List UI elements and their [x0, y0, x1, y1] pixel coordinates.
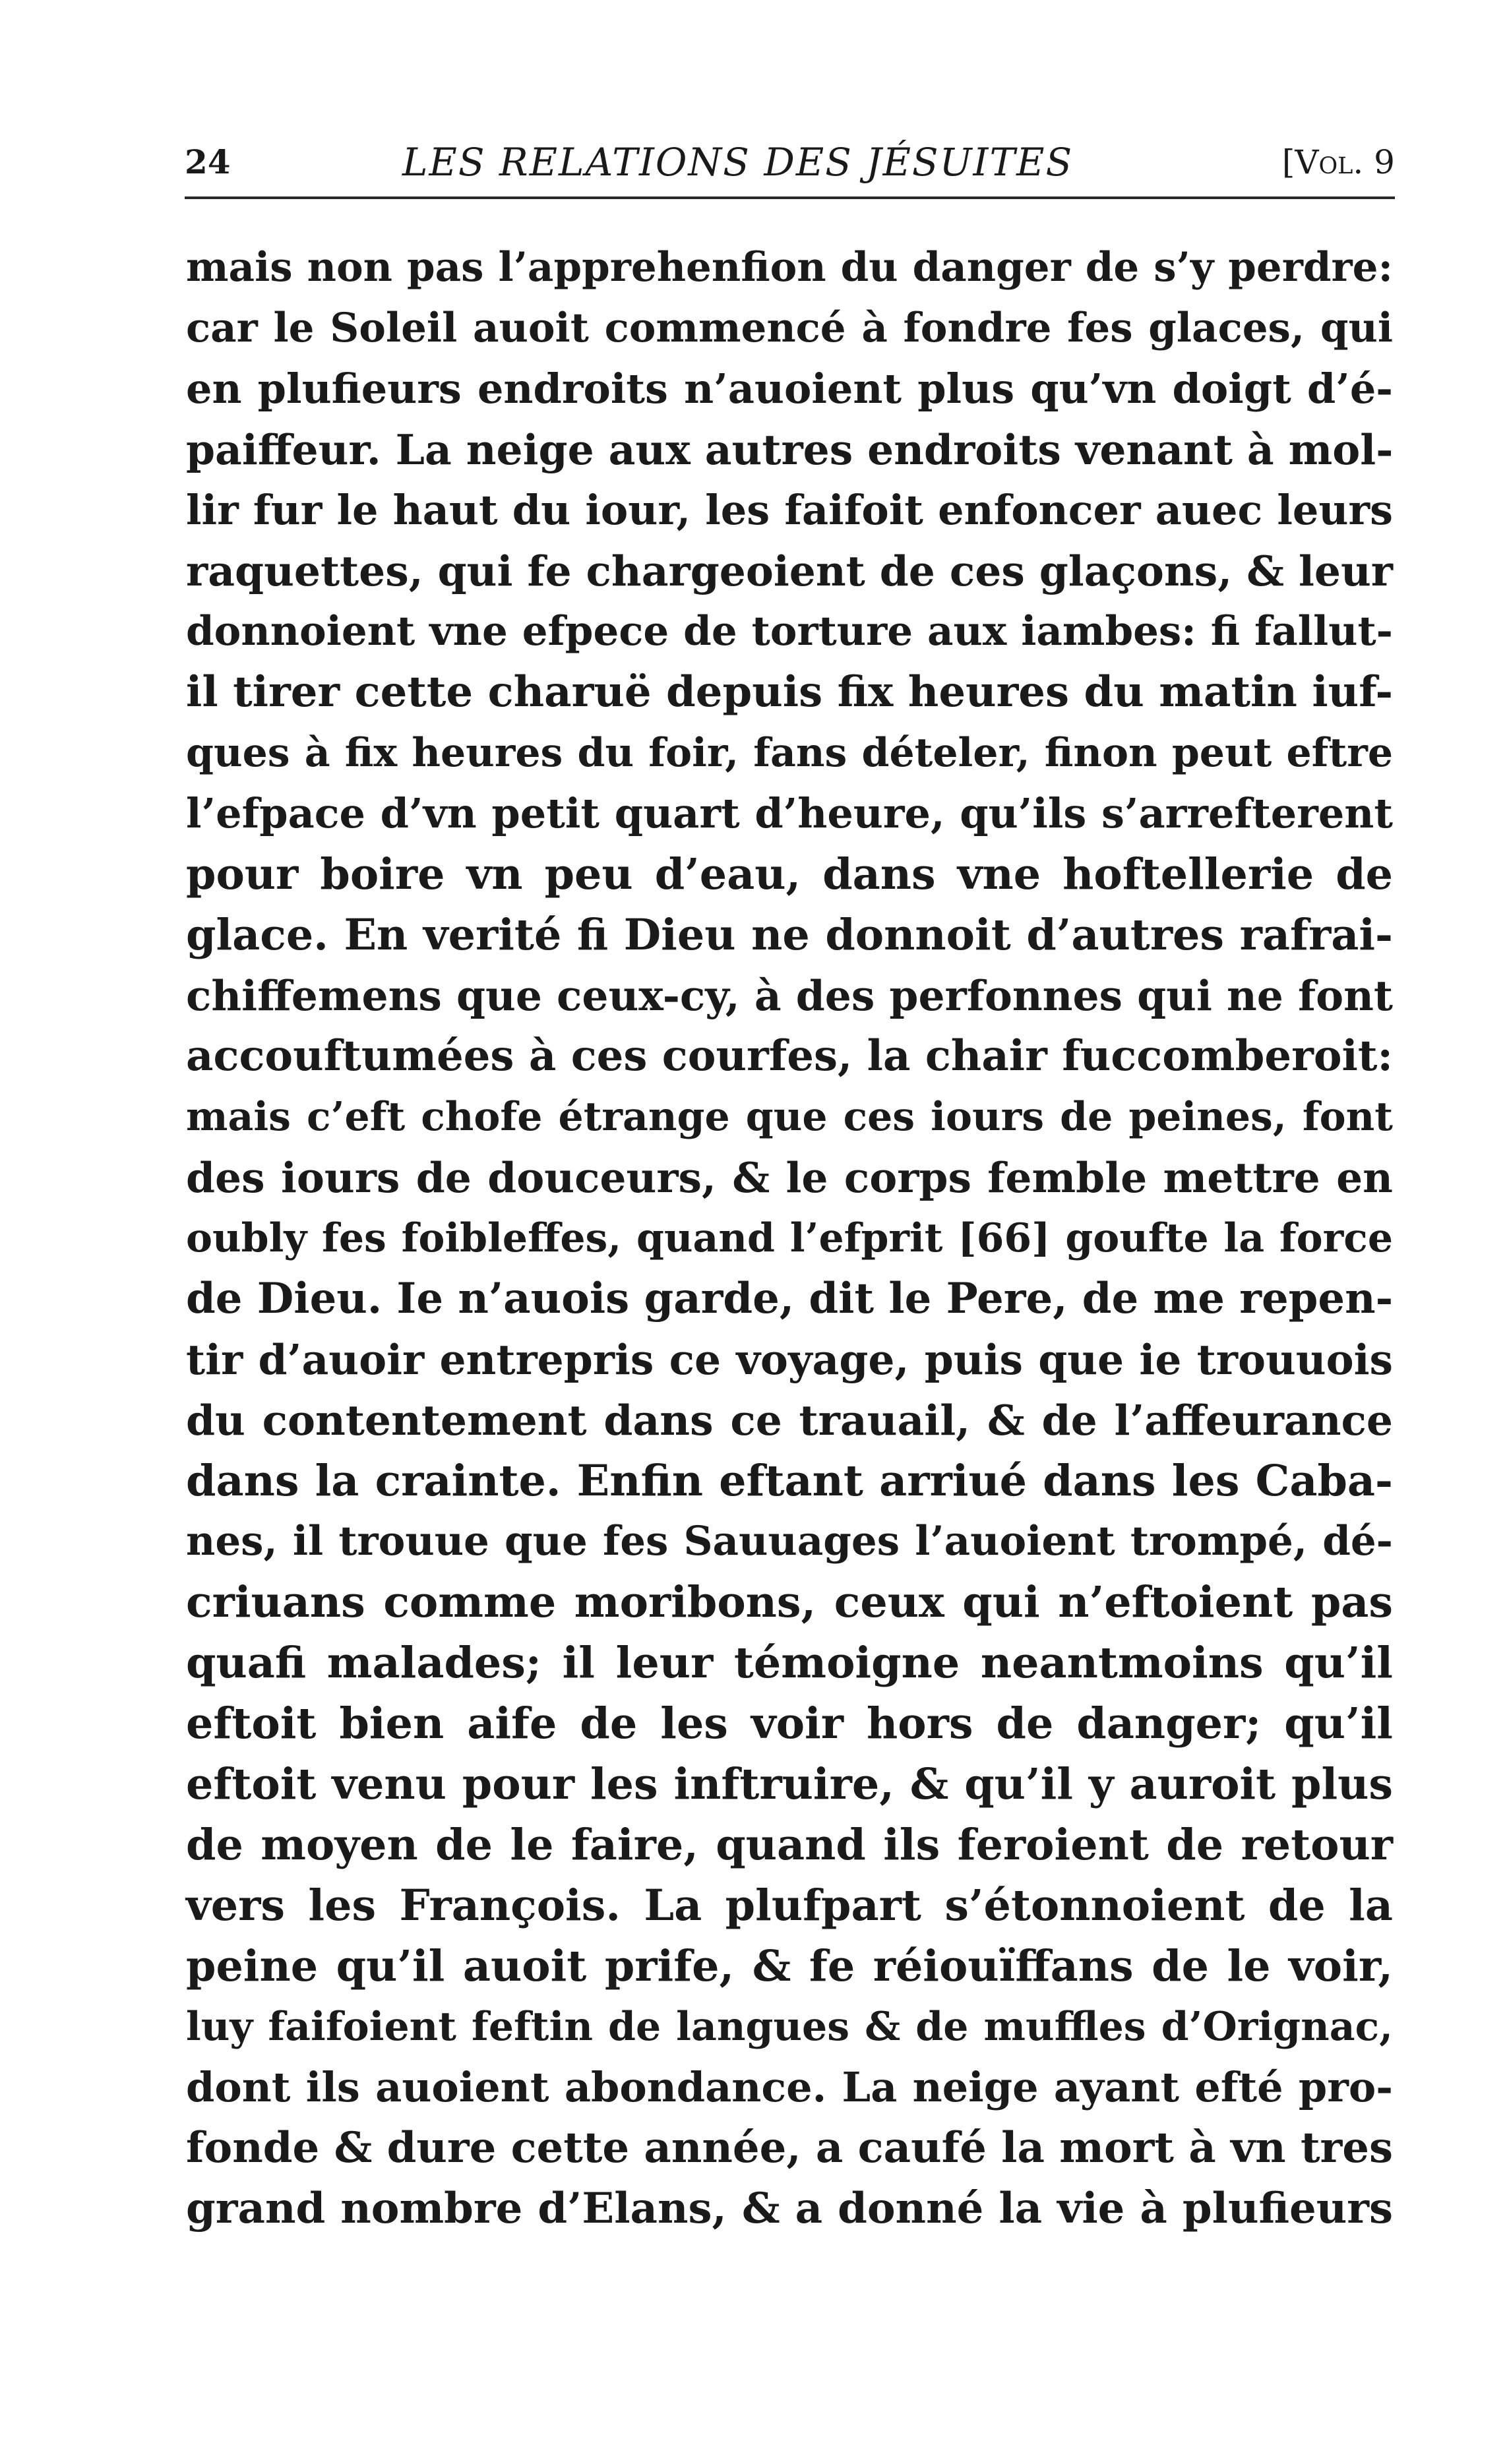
text-line: fonde & dure cette année, a caufé la mort à vn tres — [186, 2123, 1393, 2173]
running-title: LES RELATIONS DES JÉSUITES — [402, 140, 1074, 185]
text-line: dont ils auoient abondance. La neige ayant efté pro- — [186, 2063, 1393, 2111]
text-line: car le Soleil auoit commencé à fondre fes glaces, qui — [186, 305, 1393, 351]
text-line: grand nombre d’Elans, & a donné la vie à plufieurs — [186, 2184, 1393, 2233]
text-line: du contentement dans ce trauail, & de l’affeurance — [186, 1396, 1393, 1445]
volume-mark: [Vol. 9 — [1281, 143, 1395, 181]
text-line: oubly fes foibleffes, quand l’efprit [66] goufte la force — [186, 1215, 1393, 1261]
text-line: vers les François. La plufpart s’étonnoient de la — [186, 1880, 1393, 1931]
text-line: eftoit bien aife de les voir hors de danger; qu’il — [186, 1698, 1393, 1749]
text-line: de Dieu. Ie n’auois garde, dit le Pere, de me repen- — [186, 1274, 1394, 1323]
text-line: raquettes, qui fe chargeoient de ces glaçons, & leur — [186, 547, 1393, 595]
text-line: tir d’auoir entrepris ce voyage, puis que ie trouuois — [186, 1335, 1393, 1384]
text-line: de moyen de le faire, quand ils feroient de retour — [186, 1820, 1393, 1870]
text-line: nes, il trouue que fes Sauuages l’auoient trompé, dé- — [186, 1518, 1393, 1565]
text-line: peine qu’il auoit prife, & fe réiouïffans de le voir, — [186, 1941, 1393, 1991]
text-line: en plufieurs endroits n’auoient plus qu’vn doigt d’é- — [186, 365, 1393, 413]
text-line: mais non pas l’apprehenfion du danger de s’y perdre: — [186, 244, 1393, 291]
page-number: 24 — [185, 142, 231, 181]
text-line: accouftumées à ces courfes, la chair fuccomberoit: — [186, 1031, 1393, 1081]
text-line: glace. En verité fi Dieu ne donnoit d’autres rafrai- — [186, 910, 1393, 960]
text-line: il tirer cette charuë depuis fix heures du matin iuf- — [186, 667, 1393, 717]
text-line: l’efpace d’vn petit quart d’heure, qu’ils s’arrefterent — [186, 789, 1393, 837]
text-line: quafi malades; il leur témoigne neantmoins qu’il — [186, 1638, 1393, 1688]
text-line: lir fur le haut du iour, les faifoit enfoncer auec leurs — [186, 486, 1393, 534]
running-head — [185, 129, 1395, 189]
text-line: donnoient vne efpece de torture aux iambes: fi fallut- — [186, 608, 1393, 655]
header-rule — [185, 196, 1395, 199]
text-line: mais c’eft chofe étrange que ces iours de peines, font — [186, 1094, 1393, 1140]
text-line: paiffeur. La neige aux autres endroits venant à mol- — [186, 425, 1394, 474]
text-line: pour boire vn peu d’eau, dans vne hoftellerie de — [186, 849, 1393, 899]
text-line: des iours de douceurs, & le corps femble mettre en — [186, 1153, 1393, 1202]
text-line: ques à fix heures du foir, fans dételer, finon peut eftre — [186, 730, 1393, 776]
text-line: criuans comme moribons, ceux qui n’eftoient pas — [186, 1577, 1393, 1627]
text-line: dans la crainte. Enfin eftant arriué dans les Caba- — [186, 1456, 1393, 1506]
text-line: eftoit venu pour les inftruire, & qu’il y auroit plus — [186, 1759, 1393, 1809]
body-text — [186, 237, 1393, 2239]
text-line: chiffemens que ceux-cy, à des perfonnes qui ne font — [186, 971, 1393, 1020]
text-line: luy faifoient feftin de langues & de muffles d’Orignac, — [186, 2004, 1393, 2050]
